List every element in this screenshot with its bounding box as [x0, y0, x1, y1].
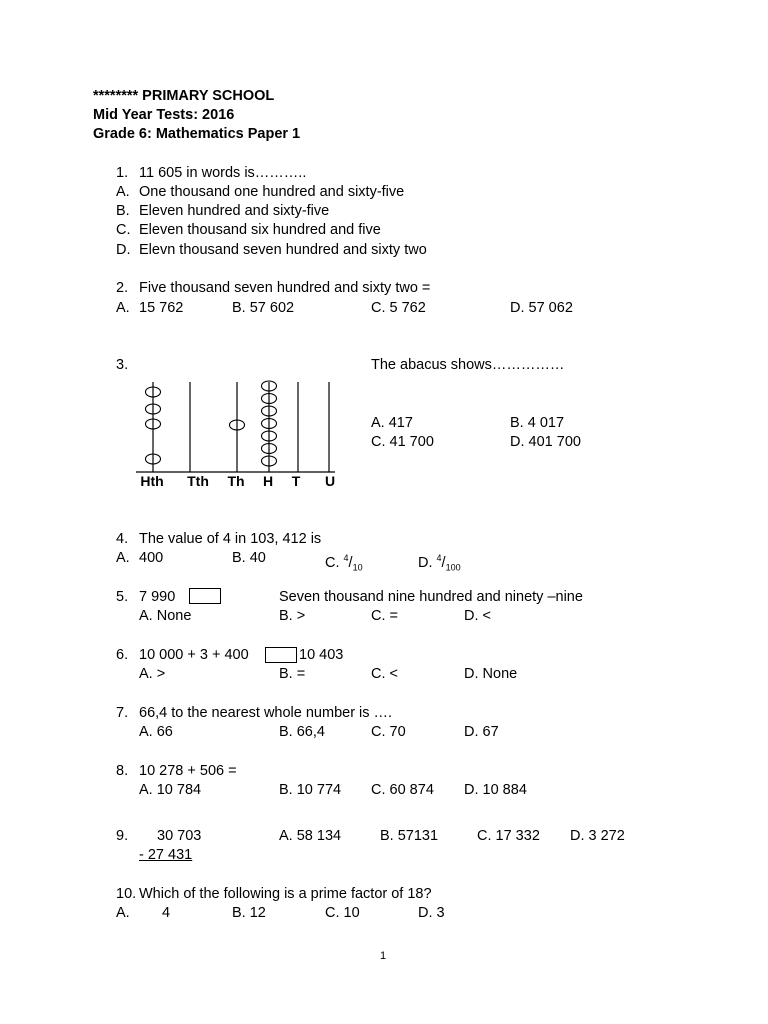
- abacus-label-tth: Tth: [187, 473, 209, 489]
- q4-text: The value of 4 in 103, 412 is: [139, 531, 322, 547]
- q8-option-c: C. 60 874: [371, 782, 434, 798]
- q4-option-b: B. 40: [232, 550, 266, 566]
- q2-option-a: 15 762: [139, 300, 184, 316]
- q9-option-c: C. 17 332: [477, 828, 540, 844]
- q5-number: 5.: [116, 589, 129, 605]
- q5-right: Seven thousand nine hundred and ninety –nine: [279, 589, 583, 605]
- school-name: ******** PRIMARY SCHOOL: [93, 88, 275, 104]
- q1-option-a-letter: A.: [116, 184, 130, 200]
- abacus-label-h: H: [262, 473, 274, 489]
- q10-option-a-letter: A.: [116, 905, 130, 921]
- q9-bottom: - 27 431: [139, 847, 193, 863]
- q3-option-d: D. 401 700: [510, 434, 581, 450]
- q2-text: Five thousand seven hundred and sixty two =: [139, 280, 431, 296]
- q1-option-a: One thousand one hundred and sixty-five: [139, 184, 405, 200]
- q7-option-b: B. 66,4: [279, 724, 325, 740]
- q1-option-c-letter: C.: [116, 222, 131, 238]
- q2-option-c: C. 5 762: [371, 300, 426, 316]
- paper-title: Grade 6: Mathematics Paper 1: [93, 126, 301, 142]
- q8-text: 10 278 + 506 =: [139, 763, 237, 779]
- q4-number: 4.: [116, 531, 129, 547]
- q5-option-d: D. <: [464, 608, 491, 624]
- q6-option-d: D. None: [464, 666, 518, 682]
- q9-option-a: A. 58 134: [279, 828, 342, 844]
- q5-left: 7 990: [139, 589, 176, 605]
- q9-top: 30 703: [157, 828, 202, 844]
- q5-option-b: B. >: [279, 608, 306, 624]
- q2-option-d: D. 57 062: [510, 300, 573, 316]
- q6-option-b: B. =: [279, 666, 306, 682]
- page-number: 1: [380, 950, 387, 962]
- abacus-label-th: Th: [227, 473, 245, 489]
- q5-option-c: C. =: [371, 608, 398, 624]
- q7-option-d: D. 67: [464, 724, 499, 740]
- q7-text: 66,4 to the nearest whole number is ….: [139, 705, 393, 721]
- q7-option-c: C. 70: [371, 724, 406, 740]
- q1-number: 1.: [116, 165, 129, 181]
- q3-option-a: A. 417: [371, 415, 413, 431]
- q1-option-b: Eleven hundred and sixty-five: [139, 203, 330, 219]
- q10-text: Which of the following is a prime factor of 18?: [139, 886, 432, 902]
- q4-option-d: D. $^4/_{100}$: [418, 553, 461, 573]
- q6-right: 10 403: [299, 647, 344, 663]
- q9-option-b: B. 57131: [380, 828, 439, 844]
- abacus-diagram: [130, 375, 345, 495]
- q6-left: 10 000 + 3 + 400: [139, 647, 249, 663]
- q10-option-a: 4: [162, 905, 171, 921]
- q2-number: 2.: [116, 280, 129, 296]
- q5-option-a: A. None: [139, 608, 192, 624]
- q8-option-d: D. 10 884: [464, 782, 527, 798]
- q3-option-c: C. 41 700: [371, 434, 434, 450]
- q6-answer-box[interactable]: [265, 647, 297, 663]
- q10-number: 10.: [116, 886, 137, 902]
- q1-option-d: Elevn thousand seven hundred and sixty two: [139, 242, 427, 258]
- q4-option-c: C. $^4/_{10}$: [325, 553, 363, 573]
- q1-option-b-letter: B.: [116, 203, 130, 219]
- q6-option-a: A. >: [139, 666, 166, 682]
- q3-number: 3.: [116, 357, 129, 373]
- q3-text: The abacus shows……………: [371, 357, 565, 373]
- test-title: Mid Year Tests: 2016: [93, 107, 235, 123]
- abacus-label-hth: Hth: [140, 473, 164, 489]
- abacus-label-u: U: [324, 473, 336, 489]
- q2-option-b: B. 57 602: [232, 300, 295, 316]
- q7-option-a: A. 66: [139, 724, 173, 740]
- q8-option-b: B. 10 774: [279, 782, 342, 798]
- q10-option-d: D. 3: [418, 905, 445, 921]
- q9-number: 9.: [116, 828, 129, 844]
- q8-option-a: A. 10 784: [139, 782, 202, 798]
- q1-option-c: Eleven thousand six hundred and five: [139, 222, 381, 238]
- q7-number: 7.: [116, 705, 129, 721]
- q8-number: 8.: [116, 763, 129, 779]
- q4-option-a: 400: [139, 550, 164, 566]
- q2-option-a-letter: A.: [116, 300, 130, 316]
- q10-option-c: C. 10: [325, 905, 360, 921]
- abacus-rods: [146, 381, 330, 472]
- q9-option-d: D. 3 272: [570, 828, 625, 844]
- q10-option-b: B. 12: [232, 905, 266, 921]
- q6-option-c: C. <: [371, 666, 398, 682]
- abacus-label-t: T: [291, 473, 301, 489]
- q6-number: 6.: [116, 647, 129, 663]
- q1-text: 11 605 in words is………..: [139, 165, 307, 181]
- q1-option-d-letter: D.: [116, 242, 131, 258]
- q4-option-a-letter: A.: [116, 550, 130, 566]
- q5-answer-box[interactable]: [189, 588, 221, 604]
- q3-option-b: B. 4 017: [510, 415, 565, 431]
